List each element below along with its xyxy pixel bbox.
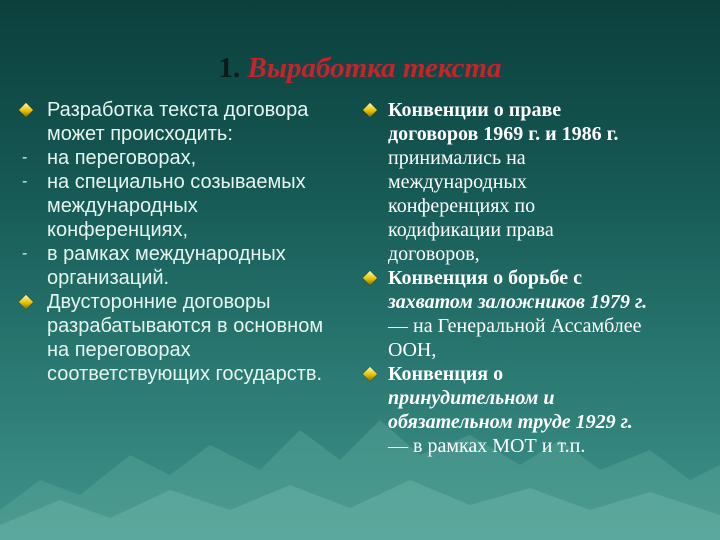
left-item-line: на специально созываемых <box>47 171 306 193</box>
left-item-line: конференциях, <box>47 219 189 241</box>
diamond-bullet-icon <box>363 367 377 381</box>
left-item-line: Двусторонние договоры <box>47 291 271 313</box>
left-item-line: Разработка текста договора <box>47 99 309 121</box>
right-item-line: — на Генеральной Ассамблее <box>388 315 642 337</box>
left-item-line: на переговорах <box>47 339 191 361</box>
right-item-bold-line: обязательном труде 1929 г. <box>388 411 633 433</box>
title-number: 1. <box>218 52 248 84</box>
right-item-bold-line: Конвенция о борьбе с <box>388 267 583 289</box>
left-item-line: может происходить: <box>47 123 233 145</box>
right-item-line: договоров, <box>388 243 480 265</box>
right-item-line: ООН, <box>388 339 437 361</box>
right-item-line: международных <box>388 171 527 193</box>
left-column <box>18 98 368 386</box>
left-list-item <box>18 242 368 290</box>
right-item-bold-line: захватом заложников 1979 г. <box>388 291 648 313</box>
left-list-item <box>18 290 368 386</box>
right-item-line: принимались на <box>388 147 526 169</box>
right-column <box>360 98 720 458</box>
right-list-item <box>360 266 720 362</box>
right-list-item <box>360 362 720 458</box>
diamond-bullet-icon <box>363 271 377 285</box>
diamond-bullet-icon <box>19 103 33 117</box>
left-item-line: в рамках международных <box>47 243 286 265</box>
right-item-bold-line: договоров 1969 г. и 1986 г. <box>388 123 619 145</box>
right-item-line: кодификации права <box>388 219 554 241</box>
left-list-item <box>18 98 368 146</box>
right-item-bold-line: принудительном и <box>388 387 555 409</box>
left-list-item <box>18 146 368 170</box>
dash-bullet-icon: - <box>22 173 28 190</box>
left-item-line: разрабатываются в основном <box>47 315 324 337</box>
right-item-line: — в рамках МОТ и т.п. <box>388 435 586 457</box>
right-item-line: конференциях по <box>388 195 536 217</box>
right-list-item <box>360 98 720 266</box>
diamond-bullet-icon <box>363 103 377 117</box>
diamond-bullet-icon <box>19 295 33 309</box>
left-list-item <box>18 170 368 242</box>
left-item-line: международных <box>47 195 198 217</box>
left-item-line: организаций. <box>47 267 170 289</box>
right-item-bold-line: Конвенция о <box>388 363 504 385</box>
left-item-line: на переговорах, <box>47 147 197 169</box>
right-item-bold-line: Конвенции о праве <box>388 99 562 121</box>
dash-bullet-icon: - <box>22 149 28 166</box>
dash-bullet-icon: - <box>22 245 28 262</box>
slide-title <box>0 50 720 86</box>
title-text: Выработка текста <box>247 52 502 84</box>
left-item-line: соответствующих государств. <box>47 363 323 385</box>
